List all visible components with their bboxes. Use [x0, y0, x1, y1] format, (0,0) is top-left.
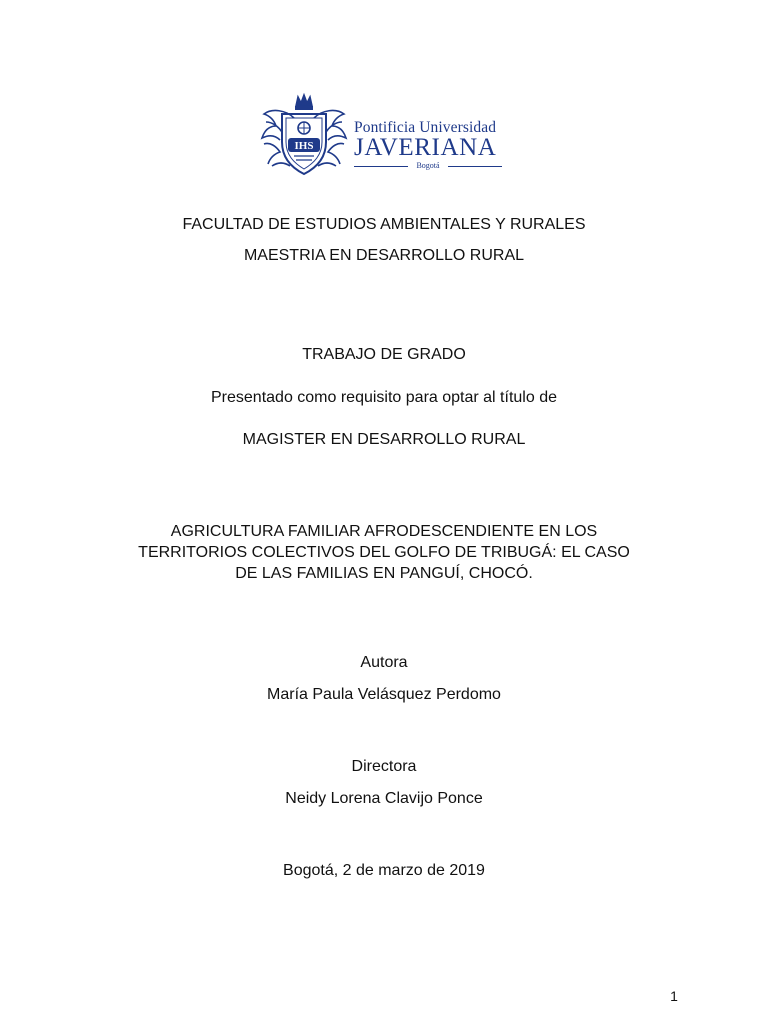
- logo-line-2: JAVERIANA: [354, 134, 497, 161]
- degree-title: MAGISTER EN DESARROLLO RURAL: [242, 431, 526, 448]
- thesis-title-line: DE LAS FAMILIAS EN PANGUÍ, CHOCÓ.: [235, 565, 533, 582]
- requirement-text: Presentado como requisito para optar al título de: [211, 389, 557, 406]
- crest-icon: [258, 92, 350, 178]
- logo-rule-left: [354, 166, 408, 167]
- university-wordmark: [354, 92, 508, 178]
- logo-line-1: Pontificia Universidad: [354, 119, 497, 136]
- thesis-title-line: TERRITORIOS COLECTIVOS DEL GOLFO DE TRIBUGÁ: EL CASO: [138, 544, 630, 561]
- page-number: 1: [670, 988, 678, 1004]
- author-label: Autora: [360, 654, 408, 671]
- place-date: Bogotá, 2 de marzo de 2019: [283, 862, 485, 879]
- program-name: MAESTRIA EN DESARROLLO RURAL: [243, 247, 525, 264]
- faculty-name: FACULTAD DE ESTUDIOS AMBIENTALES Y RURALES: [182, 216, 586, 233]
- work-type: TRABAJO DE GRADO: [302, 346, 466, 363]
- logo-city-row: [354, 161, 502, 171]
- svg-text:IHS: IHS: [294, 140, 314, 152]
- thesis-title-line: AGRICULTURA FAMILIAR AFRODESCENDIENTE EN LOS: [170, 523, 598, 540]
- logo-rule-right: [448, 166, 502, 167]
- logo-line-3: Bogotá: [416, 161, 440, 170]
- author-name: María Paula Velásquez Perdomo: [267, 686, 501, 703]
- university-logo: [258, 92, 508, 178]
- director-name: Neidy Lorena Clavijo Ponce: [285, 790, 483, 807]
- director-label: Directora: [351, 758, 417, 775]
